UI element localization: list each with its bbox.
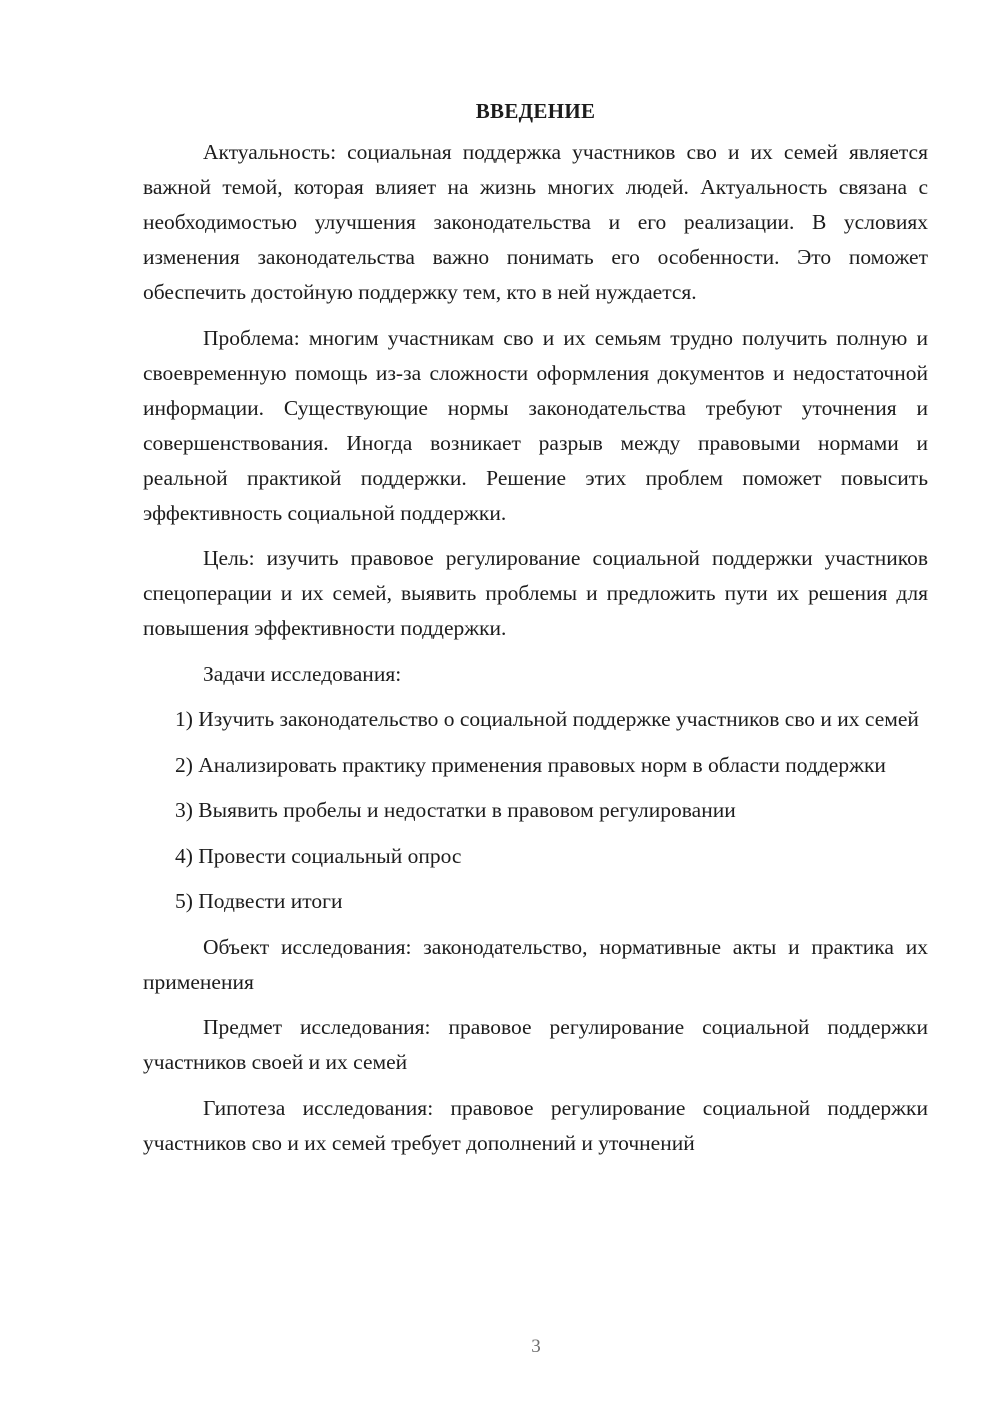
tasks-heading: Задачи исследования: bbox=[203, 661, 402, 686]
task-item-3: 3) Выявить пробелы и недостатки в правовом регулировании bbox=[175, 798, 736, 822]
task-item-2: 2) Анализировать практику применения правовых норм в области поддержки bbox=[175, 752, 886, 777]
research-hypothesis-paragraph: Гипотеза исследования: правовое регулирование социальной поддержки участников сво и их семей требует дополнений и уточнений bbox=[143, 1095, 928, 1155]
task-item-5: 5) Подвести итоги bbox=[175, 889, 343, 913]
relevance-paragraph: Актуальность: социальная поддержка участников сво и их семей является важной темой, которая влияет на жизнь многих людей. Актуальность связана с необходимостью улучшения законодательства и его реализации. В условиях изменения законодательства важно понимать его особенности. Это поможет обеспечить достойную поддержку тем, кто в ней нуждается. bbox=[143, 140, 928, 304]
task-item-1: 1) Изучить законодательство о социальной поддержке участников сво и их семей bbox=[175, 707, 919, 731]
page-content bbox=[143, 97, 928, 1171]
page-number: 3 bbox=[531, 1336, 541, 1357]
task-item-4: 4) Провести социальный опрос bbox=[175, 843, 462, 868]
goal-paragraph: Цель: изучить правовое регулирование социальной поддержки участников спецоперации и их семей, выявить проблемы и предложить пути их решения для повышения эффективности поддержки. bbox=[143, 546, 928, 640]
research-object-paragraph: Объект исследования: законодательство, нормативные акты и практика их применения bbox=[143, 934, 928, 994]
research-subject-paragraph: Предмет исследования: правовое регулирование социальной поддержки участников своей и их семей bbox=[143, 1015, 928, 1074]
problem-paragraph: Проблема: многим участникам сво и их семьям трудно получить полную и своевременную помощь из-за сложности оформления документов и недостаточной информации. Существующие нормы законодательства требуют уточнения и совершенствования. Иногда возникает разрыв между правовыми нормами и реальной практикой поддержки. Решение этих проблем поможет повысить эффективность социальной поддержки. bbox=[143, 325, 928, 525]
section-heading: ВВЕДЕНИЕ bbox=[475, 99, 596, 123]
